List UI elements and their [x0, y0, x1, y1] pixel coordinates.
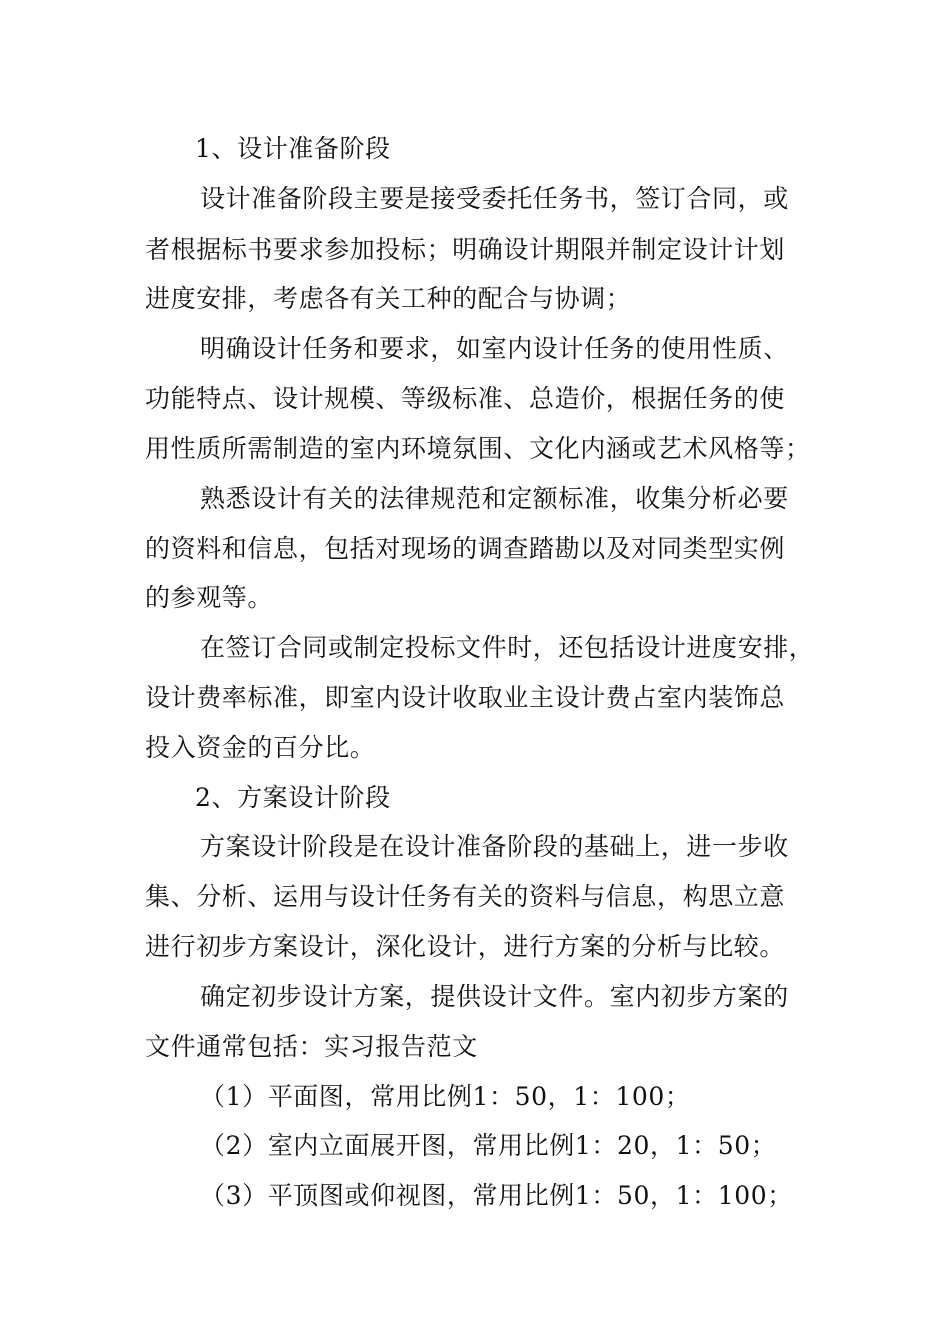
paragraph-line: 方案设计阶段是在设计准备阶段的基础上，进一步收 — [200, 832, 789, 861]
paragraph-line: 投入资金的百分比。 — [145, 733, 376, 762]
list-item: （3）平顶图或仰视图，常用比例1：50，1：100； — [200, 1181, 793, 1210]
paragraph-line: 的资料和信息，包括对现场的调查踏勘以及对同类型实例 — [145, 534, 786, 563]
paragraph-line: 设计准备阶段主要是接受委托任务书，签订合同，或 — [200, 184, 789, 213]
section-heading-1: 1、设计准备阶段 — [195, 134, 391, 163]
list-item: （1）平面图，常用比例1：50，1：100； — [200, 1082, 691, 1111]
paragraph-line: 明确设计任务和要求，如室内设计任务的使用性质、 — [200, 334, 789, 363]
paragraph-line: 文件通常包括：实习报告范文 — [145, 1032, 478, 1061]
paragraph-line: 的参观等。 — [145, 583, 274, 612]
list-item: （2）室内立面展开图，常用比例1：20，1：50； — [200, 1131, 777, 1160]
paragraph-line: 进度安排，考虑各有关工种的配合与协调； — [145, 284, 632, 313]
paragraph-line: 设计费率标准，即室内设计收取业主设计费占室内装饰总 — [145, 683, 786, 712]
paragraph-line: 进行初步方案设计，深化设计，进行方案的分析与比较。 — [145, 932, 786, 961]
paragraph-line: 功能特点、设计规模、等级标准、总造价，根据任务的使 — [145, 384, 786, 413]
paragraph-line: 确定初步设计方案，提供设计文件。室内初步方案的 — [200, 982, 789, 1011]
section-heading-2: 2、方案设计阶段 — [195, 783, 391, 812]
paragraph-line: 在签订合同或制定投标文件时，还包括设计进度安排， — [200, 633, 815, 662]
paragraph-line: 集、分析、运用与设计任务有关的资料与信息，构思立意 — [145, 882, 786, 911]
paragraph-line: 熟悉设计有关的法律规范和定额标准，收集分析必要 — [200, 484, 789, 513]
paragraph-line: 用性质所需制造的室内环境氛围、文化内涵或艺术风格等； — [145, 434, 811, 463]
paragraph-line: 者根据标书要求参加投标；明确设计期限并制定设计计划 — [145, 235, 786, 264]
